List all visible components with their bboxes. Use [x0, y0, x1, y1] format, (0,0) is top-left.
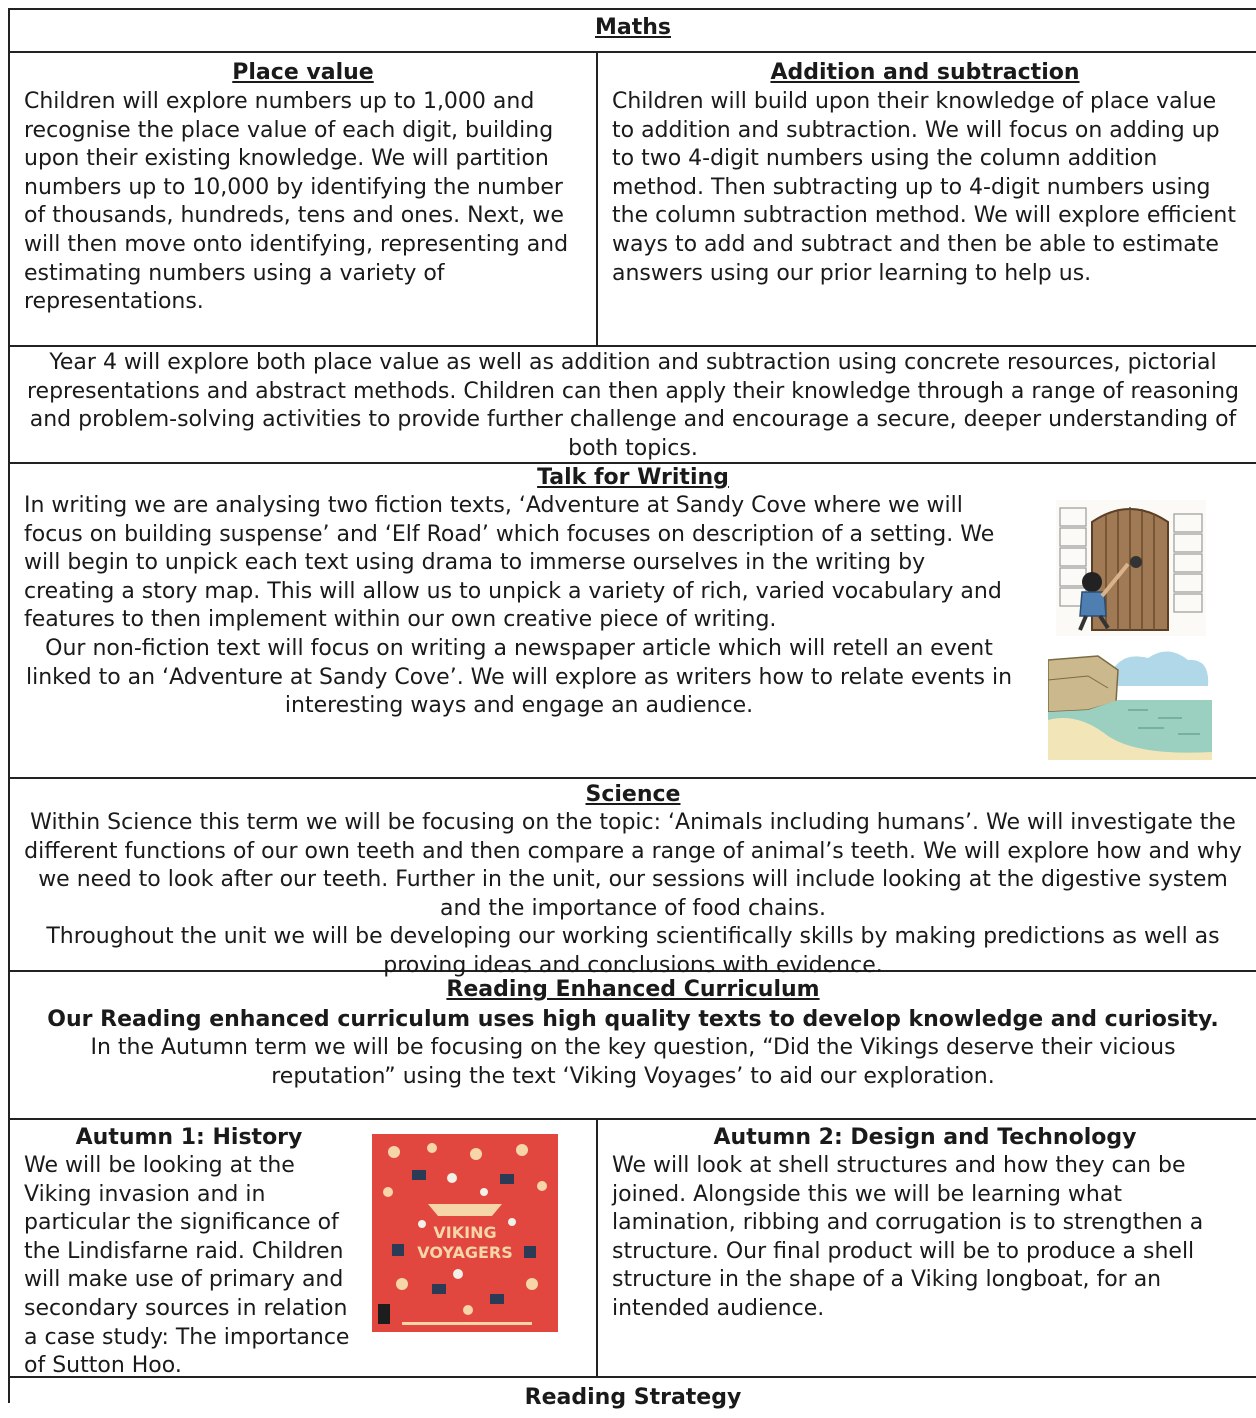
talk-for-writing-para1: In writing we are analysing two fiction texts, ‘Adventure at Sandy Cove where we will focus on building suspense’ and ‘Elf Road’ which focuses on description of a setting. We will begin to unpick each text using drama to immerse ourselves in the writing by creating a story map. This will allow us to unpick a variety of rich, varied vocabulary and features to then implement within our own creative piece of writing. [24, 493, 1002, 633]
reading-enhanced-row [10, 972, 1256, 1120]
addition-subtraction-cell [598, 53, 1256, 345]
maths-title: Maths [594, 15, 671, 40]
science-row [10, 779, 1256, 978]
autumn1-cell [10, 1120, 596, 1379]
talk-for-writing-heading: Talk for Writing [537, 465, 729, 490]
talk-for-writing-row [10, 464, 1256, 779]
addition-subtraction-text: Children will build upon their knowledge of place value to addition and subtraction. We will focus on adding up to two 4-digit numbers using the column addition method. Then subtracting up to 4-digit numbers using the column subtraction method. We will explore efficient ways to add and subtract and then be able to estimate answers using our prior learning to help us. [612, 89, 1237, 286]
autumn2-text: We will look at shell structures and how they can be joined. Alongside this we will be learning what lamination, ribbing and corrugation is to strengthen a structure. Our final product will be to produce a shell structure in the shape of a Viking longboat, for an intended audience. [612, 1153, 1204, 1321]
place-value-heading: Place value [232, 60, 374, 85]
science-para1: Within Science this term we will be focusing on the topic: ‘Animals including humans’. We will investigate the different functions of our own teeth and then compare a range of animal’s teeth. We will explore how and why we need to look after our teeth. Further in the unit, our sessions will include looking at the digestive system and the importance of food chains. [24, 810, 1242, 921]
science-para2: Throughout the unit we will be developing our working scientifically skills by making predictions as well as proving ideas and conclusions with evidence. [46, 924, 1220, 978]
place-value-text: Children will explore numbers up to 1,000 and recognise the place value of each digit, building upon their existing knowledge. We will partition numbers up to 10,000 by identifying the number of thousands, hundreds, tens and ones. Next, we will then move onto identifying, representing and estimating numbers using a variety of representations. [24, 89, 569, 315]
place-value-cell [10, 53, 596, 345]
autumn-row [10, 1120, 1256, 1378]
autumn2-heading: Autumn 2: Design and Technology [713, 1125, 1137, 1150]
autumn1-heading: Autumn 1: History [75, 1125, 303, 1150]
reading-enhanced-bold-line: Our Reading enhanced curriculum uses high quality texts to develop knowledge and curiosity. [47, 1007, 1219, 1032]
autumn2-cell [598, 1120, 1256, 1376]
talk-for-writing-para2: Our non-fiction text will focus on writing a newspaper article which will retell an event linked to an ‘Adventure at Sandy Cove’. We will explore as writers how to relate events in interesting ways and engage an audience. [25, 635, 1013, 719]
maths-summary-row [10, 347, 1256, 464]
maths-columns-row [10, 53, 1256, 347]
reading-strategy-heading: Reading Strategy [524, 1385, 742, 1410]
addition-subtraction-heading: Addition and subtraction [770, 60, 1080, 85]
viking-voyagers-book-cover [372, 1134, 558, 1332]
autumn1-text: We will be looking at the Viking invasion and in particular the significance of the Lindisfarne raid. Children will make use of primary and secondary sources in relation a case study: The importance of Sutton Hoo. [24, 1153, 350, 1379]
curriculum-table [8, 8, 1256, 1410]
cove-illustration [1048, 640, 1212, 760]
reading-enhanced-heading: Reading Enhanced Curriculum [446, 977, 820, 1002]
reading-enhanced-text: In the Autumn term we will be focusing on the key question, “Did the Vikings deserve their vicious reputation” using the text ‘Viking Voyages’ to aid our exploration. [90, 1035, 1176, 1089]
knight-door-illustration [1056, 500, 1206, 636]
maths-summary-text: Year 4 will explore both place value as well as addition and subtraction using concrete resources, pictorial representations and abstract methods. Children can then apply their knowledge through a range of reasoning and problem-solving activities to provide further challenge and encourage a secure, deeper understanding of both topics. [26, 350, 1240, 461]
science-heading: Science [585, 782, 681, 807]
book-title-line1: VIKING [433, 1223, 497, 1242]
reading-strategy-row [10, 1378, 1256, 1418]
book-title-line2: VOYAGERS [417, 1243, 513, 1262]
maths-title-row [10, 10, 1256, 53]
